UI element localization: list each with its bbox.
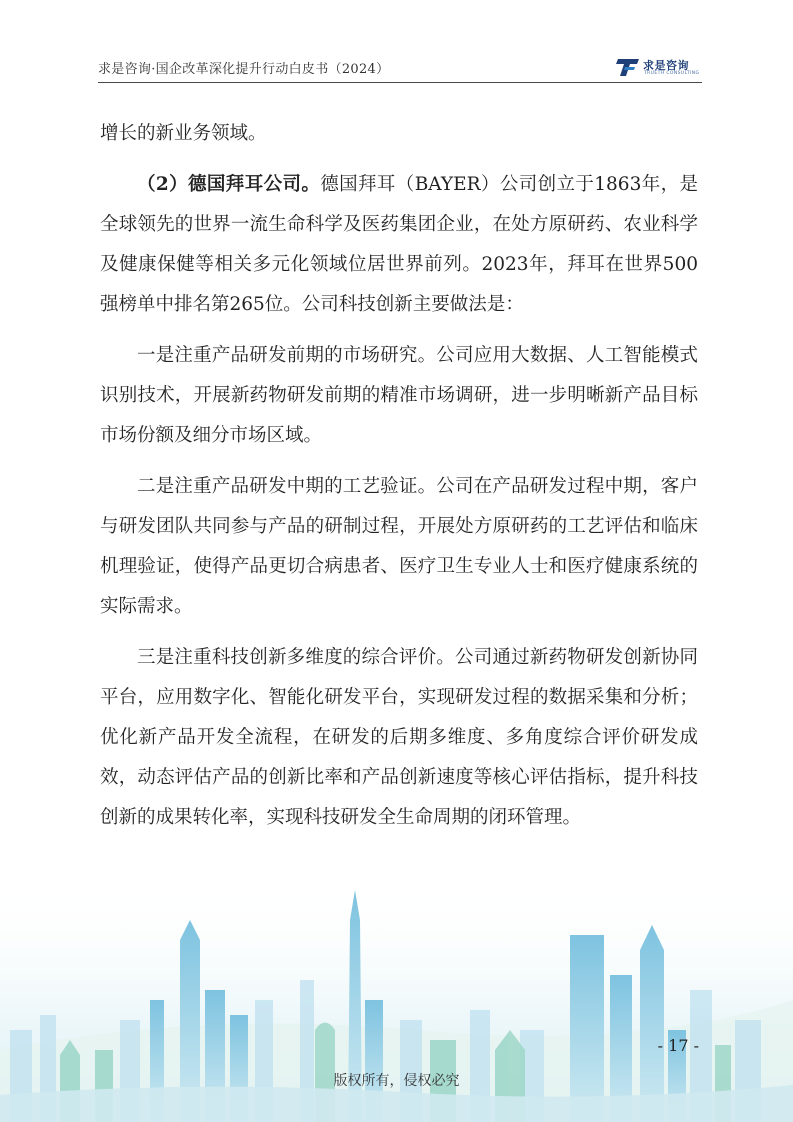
company-logo — [616, 56, 700, 80]
paragraph-bayer-intro — [100, 165, 698, 325]
paragraph-point-one: 一是注重产品研发前期的市场研究。公司应用大数据、人工智能模式识别技术，开展新药物研发前期的精准市场调研，进一步明晰新产品目标市场份额及细分市场区域。 — [100, 345, 698, 446]
paragraph-point-three: 三是注重科技创新多维度的综合评价。公司通过新药物研发创新协同平台，应用数字化、智能化研发平台，实现研发过程的数据采集和分析；优化新产品开发全流程，在研发的后期多维度、多角度综合评价研发成效，动态评估产品的创新比率和产品创新速度等核心评估指标，提升科技创新的成果转化率，实现科技研发全生命周期的闭环管理。 — [100, 647, 698, 828]
page-header — [98, 52, 702, 86]
body-text — [100, 114, 698, 838]
section-heading-bayer: （2）德国拜耳公司。 — [137, 174, 321, 195]
logo-subtitle: TRUETH CONSULTING — [644, 71, 700, 76]
paragraph-continuation: 增长的新业务领域。 — [100, 123, 267, 144]
paragraph-bayer-text: 德国拜耳（BAYER）公司创立于1863年，是全球领先的世界一流生命科学及医药集团企业，在处方原研药、农业科学及健康保健等相关多元化领域位居世界前列。2023年，拜耳在世界500强榜单中排名第265位。公司科技创新主要做法是： — [100, 174, 698, 315]
paragraph-point-two: 二是注重产品研发中期的工艺验证。公司在产品研发过程中期，客户与研发团队共同参与产品的研制过程，开展处方原研药的工艺评估和临床机理验证，使得产品更切合病患者、医疗卫生专业人士和医疗健康系统的实际需求。 — [100, 476, 698, 617]
logo-name: 求是咨询 — [643, 59, 689, 72]
header-divider — [98, 82, 702, 83]
logo-mark-icon — [616, 56, 641, 78]
footer-copyright: 版权所有，侵权必究 — [333, 1073, 460, 1089]
header-title: 求是咨询·国企改革深化提升行动白皮书（2024） — [98, 62, 390, 77]
page-number: - 17 - — [657, 1036, 699, 1055]
